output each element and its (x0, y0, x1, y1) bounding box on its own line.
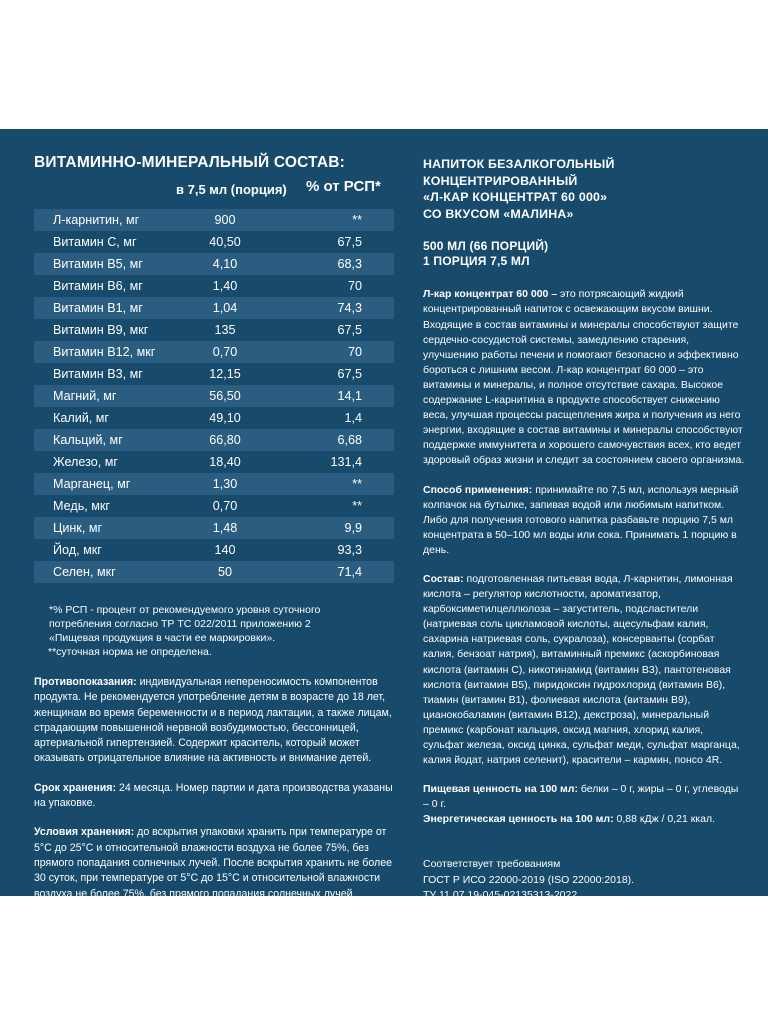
nutrient-name: Витамин С, мг (53, 235, 137, 249)
portion-value: 1,40 (212, 279, 238, 293)
nutrition-value: Пищевая ценность на 100 мл: белки – 0 г, жиры – 0 г, углеводы – 0 г. Энергетическая ценность на 100 мл: 0,88 кДж / 0,21 ккал. (423, 783, 739, 826)
volume-info: 500 МЛ (66 ПОРЦИЙ) 1 ПОРЦИЯ 7,5 МЛ (423, 239, 549, 269)
footnote-norm: **суточная норма не определена. (48, 646, 212, 658)
percent-value: ** (352, 477, 362, 491)
nutrient-name: Марганец, мг (53, 477, 131, 491)
table-row (34, 341, 394, 363)
composition-title: ВИТАМИННО-МИНЕРАЛЬНЫЙ СОСТАВ: (34, 154, 345, 171)
nutrient-name: Калий, мг (53, 411, 110, 425)
standards: Соответствует требованиям ГОСТ Р ИСО 22000-2019 (ISO 22000:2018). ТУ 11.07.19-045-02135313-2022 (423, 858, 635, 901)
percent-value: 131,4 (330, 455, 362, 469)
table-row (34, 231, 394, 253)
table-row (34, 297, 394, 319)
percent-value: 71,4 (337, 565, 362, 579)
table-row (34, 319, 394, 341)
storage-conditions: Условия хранения: до вскрытия упаковки хранить при температуре от 5°С до 25°С и относительной влажности воздуха не более 75%, без прямого попадания солнечных лучей. После вскрытия хранить не более 30 суток, при температуре от 5°С до 15°С и относительной влажности воздуха не более 75%, без прямого попадания солнечных лучей. Допускается незначительный осадок, перед использованием взбалтывать. (34, 826, 392, 931)
left-info (34, 675, 394, 932)
product-title: НАПИТОК БЕЗАЛКОГОЛЬНЫЙ КОНЦЕНТРИРОВАННЫЙ «Л-КАР КОНЦЕНТРАТ 60 000» СО ВКУСОМ «МАЛИНА» (423, 157, 615, 221)
table-row (34, 209, 394, 231)
nutrient-name: Витамин В3, мг (53, 367, 143, 381)
table-row (34, 539, 394, 561)
table-row (34, 473, 394, 495)
table-row (34, 561, 394, 583)
nutrient-name: Йод, мкг (53, 543, 102, 557)
nutrient-name: Кальций, мг (53, 433, 123, 447)
label-panel (0, 129, 768, 931)
portion-value: 0,70 (212, 499, 238, 513)
nutrient-name: Цинк, мг (53, 521, 103, 535)
left-column (34, 154, 394, 946)
shelf-life: Срок хранения: 24 месяца. Номер партии и дата производства указаны на упаковке. (34, 781, 393, 810)
portion-value: 40,50 (209, 235, 241, 249)
portion-value: 49,10 (209, 411, 241, 425)
header-portion: в 7,5 мл (порция) (176, 182, 287, 197)
ingredients: Состав: подготовленная питьевая вода, Л-карнитин, лимонная кислота – регулятор кислотности, ароматизатор, карбоксиметилцеллюлоза – загуститель, подсластители (натриевая соль цикламовой кислоты, ацесульфам калия, сахарина натриевая соль, сукралоза), консерванты (сорбат калия, бензоат натрия), витаминный премикс (аскорбиновая кислота (витамин С), никотинамид (витамин В3), пантотеновая кислота (витамин В5), пиридоксин гидрохлорид (витамин В6), тиамин (витамин В1), фолиевая кислота (витамин В9), цианокобаламин (витамин В12), декстроза), минеральный премикс (карбонат кальция, оксид магния, хлорид калия, сульфат железа, оксид цинка, сульфат меди, сульфат марганца, калия йодат, натрия селенит), красители – кармин, понсо 4R. (423, 572, 740, 767)
table-row (34, 253, 394, 275)
percent-value: ** (352, 499, 362, 513)
percent-value: 70 (347, 279, 362, 293)
nutrient-name: Витамин В6, мг (53, 279, 143, 293)
percent-value: 9,9 (344, 521, 362, 535)
nutrient-name: Медь, мкг (53, 499, 111, 513)
percent-value: 67,5 (337, 235, 362, 249)
percent-value: 6,68 (337, 433, 362, 447)
percent-value: 1,4 (344, 411, 362, 425)
portion-value: 135 (214, 323, 236, 337)
right-column (423, 156, 745, 903)
portion-value: 1,48 (212, 521, 238, 535)
usage-method: Способ применения: принимайте по 7,5 мл, используя мерный колпачок на бутылке, запивая водой или любимым напитком. Либо для получения готового напитка разбавьте порцию 7,5 мл концентрата в 50–100 мл воды или сока. Принимать 1 порцию в день. (423, 483, 739, 556)
percent-value: 67,5 (337, 367, 362, 381)
nutrient-name: Л-карнитин, мг (53, 213, 140, 227)
table-row (34, 407, 394, 429)
table-row (34, 275, 394, 297)
portion-value: 18,40 (209, 455, 241, 469)
table-row (34, 363, 394, 385)
portion-value: 0,70 (212, 345, 238, 359)
nutrient-name: Магний, мг (53, 389, 117, 403)
header-percent: % от РСП* (306, 178, 381, 195)
portion-value: 1,30 (212, 477, 238, 491)
percent-value: 14,1 (337, 389, 362, 403)
table-row (34, 429, 394, 451)
table-row (34, 385, 394, 407)
nutrient-name: Витамин В12, мкг (53, 345, 156, 359)
percent-value: 74,3 (337, 301, 362, 315)
portion-value: 4,10 (212, 257, 238, 271)
nutrient-name: Витамин В9, мкг (53, 323, 149, 337)
nutrient-name: Селен, мкг (53, 565, 116, 579)
percent-value: ** (352, 213, 362, 227)
portion-value: 140 (214, 543, 236, 557)
percent-value: 93,3 (337, 543, 362, 557)
nutrient-name: Витамин В1, мг (53, 301, 143, 315)
portion-value: 900 (214, 213, 236, 227)
contraindications: Противопоказания: индивидуальная непереносимость компонентов продукта. Не рекомендуется употребление детям в возрасте до 18 лет, женщинам во время беременности и в период лактации, а также лицам, страдающим повышенной нервной возбудимостью, бессонницей, артериальной гипертензией. Содержит краситель, который может оказывать отрицательное влияние на активность и внимание детей. (34, 676, 392, 765)
table-row (34, 495, 394, 517)
footnotes (34, 603, 334, 659)
table-row (34, 517, 394, 539)
nutrient-name: Витамин В5, мг (53, 257, 143, 271)
percent-value: 68,3 (337, 257, 362, 271)
portion-value: 66,80 (209, 433, 241, 447)
portion-value: 1,04 (212, 301, 238, 315)
portion-value: 50 (217, 565, 232, 579)
nutrient-name: Железо, мг (53, 455, 119, 469)
table-row (34, 451, 394, 473)
percent-value: 67,5 (337, 323, 362, 337)
table-header (34, 177, 394, 207)
vitamin-table (34, 209, 394, 583)
percent-value: 70 (347, 345, 362, 359)
footnote-rsp: *% РСП - процент от рекомендуемого уровня суточного потребления согласно ТР ТС 022/2011 приложению 2 «Пищевая продукция в части ее маркировки». (49, 604, 321, 644)
product-description: Л-кар концентрат 60 000 – это потрясающий жидкий концентрированный напиток с освежающим вкусом вишни. Входящие в состав витамины и минералы способствуют защите сердечно-сосудистой системы, замедлению старения, улучшению работы печени и помогают безопасно и эффективно бороться с лишним весом. Л-кар концентрат 60 000 – это витамины и минералы, и полное отсутствие сахара. Высокое содержание L-карнитина в продукте способствует снижению веса, улучшая процессы расщепления жира и получения из него энергии, входящие в состав витамины и минералы способствуют поддержке иммунитета и хорошего самочувствия всех, кто ведет здоровый образ жизни и следит за состоянием своего организма. (423, 288, 745, 467)
portion-value: 56,50 (209, 389, 241, 403)
portion-value: 12,15 (209, 367, 241, 381)
